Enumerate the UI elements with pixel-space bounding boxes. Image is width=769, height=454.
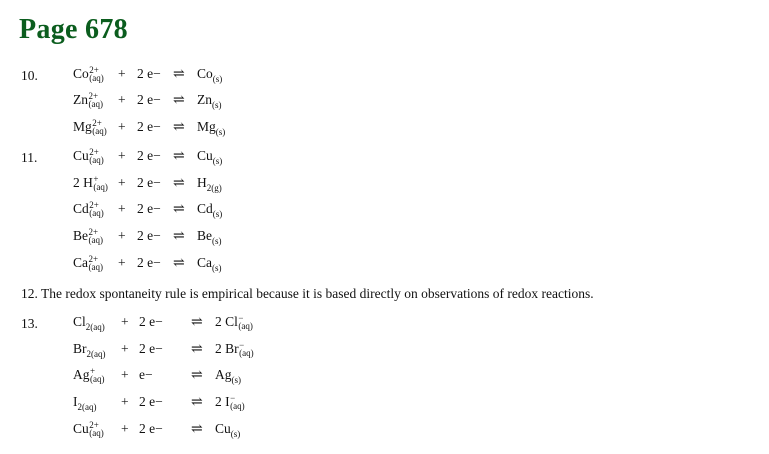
- reactant-cell: [73, 314, 105, 332]
- product-state: (s): [215, 127, 226, 137]
- plus-sign: +: [121, 367, 129, 382]
- reactant-symbol: 2 H: [73, 175, 93, 190]
- product-cell: [197, 119, 225, 137]
- product-cell: [215, 314, 253, 330]
- product-cell: [215, 421, 240, 439]
- reactant-state: (aq): [92, 126, 107, 136]
- reactant-state: (aq): [89, 208, 104, 218]
- reactant-state: (aq): [88, 99, 103, 109]
- reactant-cell: [73, 201, 104, 217]
- reactant-scripts: [89, 228, 104, 244]
- product-state: (aq): [230, 401, 245, 411]
- question-number: 10.: [21, 68, 38, 83]
- product: [197, 255, 222, 273]
- reactant-cell: [73, 175, 108, 191]
- reactant-symbol: I: [73, 394, 78, 409]
- product-symbol: Zn: [197, 92, 212, 107]
- product-cell: [215, 341, 254, 357]
- reactant-state: (aq): [89, 428, 104, 438]
- electrons: 2 e−: [137, 228, 161, 243]
- reactant-charge: 2+: [89, 200, 99, 210]
- reactant-symbol: Ag: [73, 367, 90, 382]
- reactant-scripts: [89, 421, 104, 437]
- reactant-cell: [73, 255, 103, 271]
- reactant-state: (aq): [90, 374, 105, 384]
- reactant-symbol: Mg: [73, 119, 92, 134]
- reactant-state: (aq): [89, 73, 104, 83]
- reactant-charge: +: [93, 174, 99, 184]
- product-charge: −: [238, 313, 244, 323]
- reactant-state: (aq): [88, 235, 103, 245]
- reactant-state: (aq): [88, 262, 103, 272]
- reactant-cell: [73, 66, 104, 82]
- reactant: [73, 341, 106, 359]
- reactant-cell: [73, 119, 107, 135]
- product-state: (s): [231, 375, 241, 385]
- reactant-charge: +: [90, 366, 96, 376]
- reactant-symbol: Br: [73, 341, 87, 356]
- answer-12-text: 12. The redox spontaneity rule is empirical because it is based directly on observations of redox reactions.: [21, 286, 594, 301]
- question-number: 13.: [21, 316, 38, 331]
- plus-sign: +: [118, 255, 126, 270]
- product-symbol: Co: [197, 66, 213, 81]
- product-state: (s): [212, 236, 222, 246]
- reactant-cell: [73, 341, 106, 359]
- product-symbol: Be: [197, 228, 212, 243]
- reactant: [73, 255, 103, 271]
- equilibrium-arrow: ⇌: [191, 342, 203, 357]
- reactant-charge: 2+: [88, 91, 99, 101]
- product-symbol: Ca: [197, 255, 212, 270]
- product-cell: [197, 201, 222, 219]
- reactant: [73, 175, 108, 191]
- equilibrium-arrow: ⇌: [173, 202, 185, 217]
- product-state: (aq): [239, 348, 254, 358]
- plus-sign: +: [118, 175, 126, 190]
- equilibrium-arrow: ⇌: [191, 368, 203, 383]
- plus-sign: +: [121, 341, 129, 356]
- equilibrium-arrow: ⇌: [173, 176, 185, 191]
- reactant: [73, 119, 107, 135]
- product-symbol: Ag: [215, 367, 232, 382]
- equilibrium-arrow: ⇌: [173, 149, 185, 164]
- product: [197, 175, 222, 193]
- electrons: 2 e−: [137, 255, 161, 270]
- reactant-scripts: [89, 148, 104, 164]
- equilibrium-arrow: ⇌: [191, 422, 203, 437]
- reactant-scripts: [93, 175, 108, 191]
- product-symbol: 2 Cl: [215, 314, 238, 329]
- product-symbol: Mg: [197, 119, 216, 134]
- electrons: 2 e−: [139, 341, 163, 356]
- reactant-symbol: Co: [73, 66, 89, 81]
- equilibrium-arrow: ⇌: [191, 315, 203, 330]
- product-symbol: Cu: [197, 148, 213, 163]
- product: [197, 92, 222, 110]
- electrons: 2 e−: [137, 201, 161, 216]
- product-state: (aq): [238, 321, 253, 331]
- equilibrium-arrow: ⇌: [173, 67, 185, 82]
- reactant-symbol: Cu: [73, 148, 89, 163]
- product-state: (s): [212, 263, 222, 273]
- question-number: 11.: [21, 150, 38, 165]
- reactant-scripts: [90, 367, 105, 383]
- product: [215, 367, 241, 385]
- reactant: [73, 201, 104, 217]
- product: [215, 341, 254, 357]
- electrons: e−: [139, 367, 153, 382]
- reactant-symbol: Cl: [73, 314, 86, 329]
- electrons: 2 e−: [137, 92, 161, 107]
- reactant-charge: 2+: [89, 147, 99, 157]
- reactant-cell: [73, 92, 103, 108]
- product: [215, 314, 253, 330]
- product-state: (s): [212, 100, 222, 110]
- product-symbol: Cd: [197, 201, 213, 216]
- reactant-state: 2(aq): [85, 322, 105, 332]
- product-scripts: [239, 341, 254, 357]
- product-cell: [197, 175, 222, 193]
- product-symbol: 2 I: [215, 394, 230, 409]
- product-cell: [215, 367, 241, 385]
- reactant-cell: [73, 228, 103, 244]
- reactant-symbol: Cu: [73, 421, 89, 436]
- electrons: 2 e−: [139, 421, 163, 436]
- reactant-cell: [73, 367, 105, 383]
- reactant-cell: [73, 148, 104, 164]
- reactant-charge: 2+: [88, 254, 99, 264]
- reactant: [73, 314, 105, 332]
- product-state: (s): [212, 74, 223, 84]
- plus-sign: +: [118, 148, 126, 163]
- reactant: [73, 66, 104, 82]
- product-cell: [197, 148, 222, 166]
- product: [197, 66, 222, 84]
- equilibrium-arrow: ⇌: [173, 93, 185, 108]
- equilibrium-arrow: ⇌: [173, 229, 185, 244]
- product-state: (s): [230, 429, 241, 439]
- reactant-symbol: Be: [73, 228, 88, 243]
- reactant-state: 2(aq): [86, 349, 106, 359]
- reactant-symbol: Zn: [73, 92, 88, 107]
- product: [197, 119, 225, 137]
- product-cell: [215, 394, 245, 410]
- reactant-cell: [73, 421, 104, 437]
- reactant-scripts: [89, 201, 104, 217]
- reactant-state: (aq): [93, 182, 108, 192]
- product-scripts: [230, 394, 245, 410]
- plus-sign: +: [118, 228, 126, 243]
- product-cell: [197, 66, 222, 84]
- product-state: 2(g): [206, 183, 222, 193]
- product-state: (s): [212, 209, 223, 219]
- equilibrium-arrow: ⇌: [173, 256, 185, 271]
- plus-sign: +: [121, 421, 129, 436]
- reactant-charge: 2+: [92, 118, 102, 128]
- product: [215, 394, 245, 410]
- plus-sign: +: [118, 66, 126, 81]
- reactant-cell: [73, 394, 97, 412]
- plus-sign: +: [118, 92, 126, 107]
- reactant-charge: 2+: [89, 65, 99, 75]
- reactant-state: (aq): [89, 155, 104, 165]
- reactant-scripts: [89, 66, 104, 82]
- reactant: [73, 228, 103, 244]
- reactant: [73, 394, 97, 412]
- product: [215, 421, 240, 439]
- plus-sign: +: [121, 394, 129, 409]
- reactant-scripts: [92, 119, 107, 135]
- product-cell: [197, 255, 222, 273]
- reactant-symbol: Cd: [73, 201, 89, 216]
- equilibrium-arrow: ⇌: [173, 120, 185, 135]
- reactant: [73, 92, 103, 108]
- reactant-scripts: [89, 255, 104, 271]
- product-charge: −: [230, 393, 236, 403]
- electrons: 2 e−: [139, 314, 163, 329]
- reactant-scripts: [89, 92, 104, 108]
- product: [197, 148, 222, 166]
- product-cell: [197, 228, 222, 246]
- plus-sign: +: [118, 201, 126, 216]
- reactant-state: 2(aq): [77, 402, 97, 412]
- electrons: 2 e−: [137, 175, 161, 190]
- reactant-symbol: Ca: [73, 255, 88, 270]
- product-symbol: 2 Br: [215, 341, 239, 356]
- product: [197, 228, 222, 246]
- electrons: 2 e−: [137, 66, 161, 81]
- reactant: [73, 148, 104, 164]
- electrons: 2 e−: [137, 148, 161, 163]
- reactant-charge: 2+: [89, 420, 99, 430]
- electrons: 2 e−: [137, 119, 161, 134]
- reactant: [73, 367, 105, 383]
- plus-sign: +: [121, 314, 129, 329]
- product-charge: −: [239, 340, 245, 350]
- product-state: (s): [212, 156, 223, 166]
- plus-sign: +: [118, 119, 126, 134]
- product-symbol: Cu: [215, 421, 231, 436]
- product: [197, 201, 222, 219]
- product-symbol: H: [197, 175, 207, 190]
- reactant-charge: 2+: [88, 227, 99, 237]
- equilibrium-arrow: ⇌: [191, 395, 203, 410]
- page-title: Page 678: [19, 14, 128, 45]
- reactant: [73, 421, 104, 437]
- product-cell: [197, 92, 222, 110]
- product-scripts: [238, 314, 253, 330]
- electrons: 2 e−: [139, 394, 163, 409]
